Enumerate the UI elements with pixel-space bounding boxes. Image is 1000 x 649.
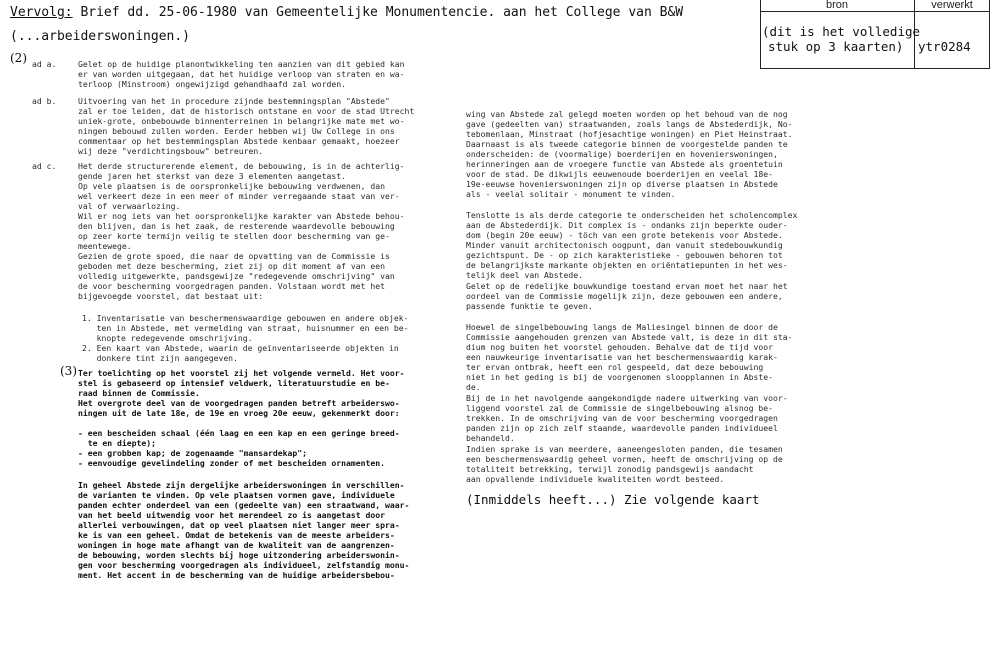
ad-c-line: Gezien de grote spoed, die naar de opvatting van de Commissie is bbox=[78, 251, 390, 261]
right-p2-line: telijk deel van Abstede. bbox=[466, 270, 583, 280]
vervolg-label: Vervolg: bbox=[10, 5, 73, 20]
ad-a-line: er van worden uitgegaan, dat het huidige verloop van straten en wa- bbox=[78, 69, 405, 79]
right-p3-line: Commissie aangehouden grenzen van Abstede valt, is deze in dit sta- bbox=[466, 332, 793, 342]
ad-c-line: de voor bescherming voorgedragen panden. Volstaan wordt met het bbox=[78, 281, 385, 291]
list-line: ten in Abstede, met vermelding van straat, huisnummer en een be- bbox=[82, 323, 409, 333]
bullet-line: - een bescheiden schaal (één laag en een kap en een geringe breed- bbox=[78, 428, 400, 438]
right-p2-line: Tenslotte is als derde categorie te onderscheiden het scholencomplex bbox=[466, 210, 798, 220]
right-p2-line: de belangrijkste markante objekten en oriëntatiepunten in het wes- bbox=[466, 260, 788, 270]
archive-bron-line-1: (dit is het volledige bbox=[762, 24, 921, 39]
right-p3-line: ter ervan ontbrak, heeft een rol gespeeld, dat deze bebouwing bbox=[466, 362, 764, 372]
archive-verwerkt-code: ytr0284 bbox=[918, 39, 971, 54]
header-title bbox=[10, 6, 683, 20]
list-line: 1. Inventarisatie van beschermenswaardige gebouwen en andere objek- bbox=[82, 313, 409, 323]
bullet-line: - een grobben kap; de zogenaamde "mansardekap"; bbox=[78, 448, 308, 458]
abstede-line: de bebouwing, worden slechts bij hoge uitzondering arbeiderswonin- bbox=[78, 550, 400, 560]
margin-mark-3: (3) bbox=[60, 364, 77, 378]
right-p3-line: een nauwkeurige inventarisatie van het beschermenswaardig karak- bbox=[466, 352, 778, 362]
ad-c-line: den blijven, dan is het zaak, de resterende waardevolle bebouwing bbox=[78, 221, 395, 231]
closing-note: (Inmiddels heeft...) Zie volgende kaart bbox=[466, 492, 760, 507]
ad-a-label: ad a. bbox=[32, 59, 57, 69]
right-p3-line: een beschermenswaardig geheel vormen, heeft de omschrijving op de bbox=[466, 454, 783, 464]
right-p3-line: dium nog buiten het voorstel gehouden. Behalve dat de tijd voor bbox=[466, 342, 773, 352]
ad-b-label: ad b. bbox=[32, 96, 57, 106]
abstede-line: de varianten te vinden. Op vele plaatsen vormen gave, individuele bbox=[78, 490, 395, 500]
margin-mark-2: (2) bbox=[10, 51, 27, 65]
right-p2-line: passende funktie te geven. bbox=[466, 301, 593, 311]
right-p3-line: Hoewel de singelbebouwing langs de Maliesingel binnen de door de bbox=[466, 322, 778, 332]
toelichting-line: Het overgrote deel van de voorgedragen panden betreft arbeiderswo- bbox=[78, 398, 400, 408]
right-p1-line: 19e-eeuwse hovenierswoningen zijn op diverse plaatsen in Abstede bbox=[466, 179, 778, 189]
ad-c-line: meentewege. bbox=[78, 241, 132, 251]
abstede-line: In geheel Abstede zijn dergelijke arbeiderswoningen in verschillen- bbox=[78, 480, 405, 490]
list-line: 2. Een kaart van Abstede, waarin de geïnventariseerde objekten in bbox=[82, 343, 399, 353]
toelichting-line: Ter toelichting op het voorstel zij het volgende vermeld. Het voor- bbox=[78, 368, 405, 378]
ad-b-line: wij deze "verdichtingsbouw" betreuren. bbox=[78, 146, 264, 156]
ad-b-line: zal er toe leiden, dat de historisch ontstane en voor de stad Utrecht bbox=[78, 106, 415, 116]
header-subtitle: (...arbeiderswoningen.) bbox=[10, 29, 191, 44]
abstede-line: gen voor bescherming voorgedragen als individueel, zelfstandig monu- bbox=[78, 560, 410, 570]
toelichting-line: raad binnen de Commissie. bbox=[78, 388, 200, 398]
ad-c-line: Op vele plaatsen is de oorspronkelijke bebouwing verdwenen, dan bbox=[78, 181, 385, 191]
abstede-line: panden echter onderdeel van een (gedeelte van) een straatwand, waar- bbox=[78, 500, 410, 510]
archive-col-verwerkt: verwerkt bbox=[931, 0, 973, 11]
ad-c-line: geboden met deze bescherming, ziet zij op dit moment af van een bbox=[78, 261, 385, 271]
right-p2-line: Minder vanuit architectonisch oogpunt, dan vanuit stedebouwkundig bbox=[466, 240, 783, 250]
right-p1-line: tebomenlaan, Minstraat (hofjesachtige woningen) en Piet Heinstraat. bbox=[466, 129, 793, 139]
right-p3-line: behandeld. bbox=[466, 433, 515, 443]
right-p1-line: gave (gedeelten van) straatwanden, zoals langs de Abstederdijk, No- bbox=[466, 119, 793, 129]
right-p3-line: de. bbox=[466, 382, 481, 392]
ad-b-line: Uitvoering van het in procedure zijnde bestemmingsplan "Abstede" bbox=[78, 96, 390, 106]
right-p2-line: gezichtspunt. De - op zich karakteristieke - gebouwen behoren tot bbox=[466, 250, 783, 260]
ad-b-line: uniek-grote, onbebouwde binnenterreinen in belangrijke mate met wo- bbox=[78, 116, 405, 126]
bullet-line: te en diepte); bbox=[78, 438, 156, 448]
right-p1-line: Daarnaast is als tweede categorie binnen de voorgestelde panden te bbox=[466, 139, 788, 149]
abstede-line: ment. Het accent in de bescherming van de huidige arbeidersbebou- bbox=[78, 570, 395, 580]
right-p1-line: als - veelal solitair - monument te vinden. bbox=[466, 189, 676, 199]
ad-c-line: bijgevoegde voorstel, dat bestaat uit: bbox=[78, 291, 264, 301]
ad-a-line: Gelet op de huidige planontwikkeling ten aanzien van dit gebied kan bbox=[78, 59, 405, 69]
abstede-line: allerlei verbouwingen, dat op veel plaatsen niet langer meer spra- bbox=[78, 520, 400, 530]
right-p3-line: aan opvallende individuele kwaliteiten wordt besteed. bbox=[466, 474, 725, 484]
header-title-text: Brief dd. 25-06-1980 van Gemeentelijke Monumentencie. aan het College van B&W bbox=[72, 5, 684, 20]
ad-c-line: Wil er nog iets van het oorspronkelijke karakter van Abstede behou- bbox=[78, 211, 405, 221]
abstede-line: van het beeld uitwendig voor het merendeel zo is aangetast door bbox=[78, 510, 385, 520]
right-p1-line: onderscheiden: de (voormalige) boerderijen en hovenierswoningen, bbox=[466, 149, 778, 159]
right-p1-line: herinneringen aan de vroegere functie van Abstede als groentetuin bbox=[466, 159, 783, 169]
ad-c-line: op zeer korte termijn veilig te stellen door bescherming van ge- bbox=[78, 231, 390, 241]
right-p1-line: voor de stad. De dikwijls eeuwenoude boerderijen en veelal 18e- bbox=[466, 169, 773, 179]
toelichting-line: stel is gebaseerd op intensief veldwerk, literatuurstudie en be- bbox=[78, 378, 390, 388]
ad-a-line: terloop (Minstroom) ongewijzigd gehandhaafd zal worden. bbox=[78, 79, 347, 89]
ad-c-line: gende jaren het sterkst van deze 3 elementen aangetast. bbox=[78, 171, 347, 181]
bullet-line: - eenvoudige gevelindeling zonder of met bescheiden ornamenten. bbox=[78, 458, 385, 468]
right-p2-line: Gelet op de redelijke bouwkundige toestand ervan moet het naar het bbox=[466, 281, 788, 291]
list-line: donkere tint zijn aangegeven. bbox=[82, 353, 238, 363]
ad-b-line: commentaar op het bestemmingsplan Abstede kenbaar gemaakt, hoezeer bbox=[78, 136, 400, 146]
ad-c-line: volledig uitgewerkte, pandsgewijze "redegevende omschrijving" van bbox=[78, 271, 395, 281]
ad-c-line: wel verkeert deze in een meer of minder verregaande staat van ver- bbox=[78, 191, 400, 201]
right-p3-line: Bij de in het navolgende aangekondigde nadere uitwerking van voor- bbox=[466, 393, 788, 403]
right-p2-line: dom (begin 20e eeuw) - töch van een grote betekenis voor Abstede. bbox=[466, 230, 783, 240]
right-p3-line: liggend voorstel zal de Commissie de singelbebouwing alsnog be- bbox=[466, 403, 773, 413]
right-p2-line: oordeel van de Commissie mogelijk zijn, deze gebouwen een andere, bbox=[466, 291, 783, 301]
toelichting-line: ningen uit de late 18e, de 19e en vroeg 20e eeuw, gekenmerkt door: bbox=[78, 408, 400, 418]
right-p3-line: panden zijn op zich zelf staande, waardevolle panden individueel bbox=[466, 423, 778, 433]
archive-box-divider-horizontal bbox=[760, 11, 989, 12]
right-p3-line: Indien sprake is van meerdere, aaneengesloten panden, die tesamen bbox=[466, 444, 783, 454]
abstede-line: ke is van een geheel. Omdat de betekenis van de meeste arbeiders- bbox=[78, 530, 395, 540]
right-p3-line: niet in het geding is bij de voorgenomen sloopplannen in Abste- bbox=[466, 372, 773, 382]
right-p2-line: aan de Abstederdijk. Dit complex is - ondanks zijn beperkte ouder- bbox=[466, 220, 788, 230]
abstede-line: woningen in hoge mate afhangt van de kwaliteit van de aangrenzen- bbox=[78, 540, 395, 550]
ad-c-label: ad c. bbox=[32, 161, 57, 171]
archive-bron-line-2: stuk op 3 kaarten) bbox=[768, 39, 904, 54]
right-p1-line: wing van Abstede zal gelegd moeten worden op het behoud van de nog bbox=[466, 109, 788, 119]
ad-c-line: val of verwaarlozing. bbox=[78, 201, 181, 211]
ad-b-line: ningen bebouwd zullen worden. Eerder hebben wij Uw College in ons bbox=[78, 126, 395, 136]
right-p3-line: trekken. In de omschrijving van de voor bescherming voorgedragen bbox=[466, 413, 778, 423]
archive-col-bron: bron bbox=[825, 0, 849, 11]
right-p3-line: totaliteit betrekking, terwijl zonodig pandsgewijs aandacht bbox=[466, 464, 754, 474]
list-line: knopte redegevende omschrijving. bbox=[82, 333, 253, 343]
ad-c-line: Het derde structurerende element, de bebouwing, is in de achterlig- bbox=[78, 161, 405, 171]
